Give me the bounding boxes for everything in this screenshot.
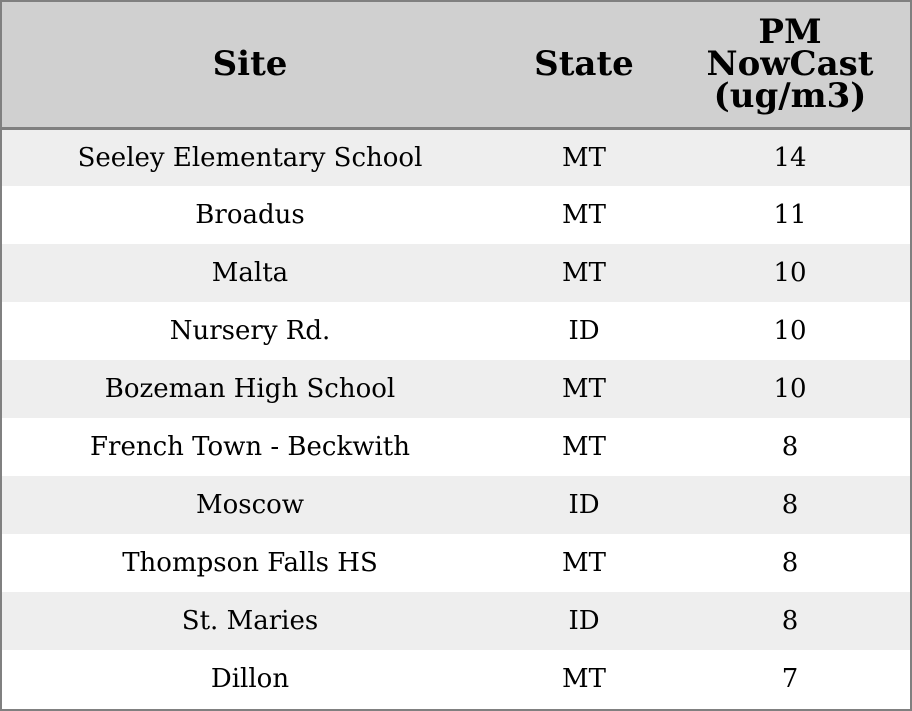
cell-state: MT	[562, 258, 606, 288]
table-row	[2, 418, 910, 476]
table-row	[2, 302, 910, 360]
pm-header-line-2: NowCast	[706, 44, 874, 85]
cell-site: Moscow	[195, 490, 305, 520]
table-row	[2, 650, 910, 708]
header-row	[2, 2, 910, 128]
cell-state: MT	[562, 374, 606, 404]
cell-site: Seeley Elementary School	[77, 142, 423, 173]
cell-site: Thompson Falls HS	[122, 548, 378, 578]
cell-pm-value: 11	[773, 200, 807, 230]
cell-pm-value: 8	[781, 548, 799, 578]
cell-state: ID	[568, 316, 600, 346]
table-row	[2, 186, 910, 244]
cell-pm-value: 10	[773, 374, 807, 404]
cell-state: MT	[562, 432, 606, 462]
table-row	[2, 128, 910, 186]
column-header-pm-nowcast	[670, 2, 910, 128]
cell-state: MT	[562, 548, 606, 578]
table-row	[2, 360, 910, 418]
cell-site: Malta	[211, 258, 289, 288]
cell-site: French Town - Beckwith	[89, 432, 411, 462]
table-body	[2, 128, 910, 708]
cell-site: St. Maries	[181, 606, 319, 636]
cell-pm-value: 8	[781, 490, 799, 520]
cell-pm-value: 7	[781, 664, 799, 694]
cell-site: Bozeman High School	[104, 374, 396, 404]
table-row	[2, 534, 910, 592]
pm-header-line-3: (ug/m3)	[713, 76, 867, 117]
cell-site: Dillon	[210, 664, 290, 694]
data-table	[2, 2, 910, 708]
pm-header-line-1: PM	[758, 12, 822, 53]
table-header	[2, 2, 910, 128]
cell-pm-value: 10	[773, 258, 807, 288]
cell-pm-value: 14	[773, 142, 807, 173]
cell-state: MT	[562, 200, 606, 230]
cell-pm-value: 10	[773, 316, 807, 346]
cell-state: MT	[562, 664, 606, 694]
cell-pm-value: 8	[781, 606, 799, 636]
cell-state: MT	[562, 142, 606, 173]
cell-state: ID	[568, 490, 600, 520]
column-header-state: State	[498, 2, 670, 128]
cell-site: Nursery Rd.	[169, 316, 331, 346]
column-header-site: Site	[2, 2, 498, 128]
cell-state: ID	[568, 606, 600, 636]
cell-site: Broadus	[195, 200, 305, 230]
table-row	[2, 592, 910, 650]
cell-pm-value: 8	[781, 432, 799, 462]
table-row	[2, 476, 910, 534]
table-row	[2, 244, 910, 302]
